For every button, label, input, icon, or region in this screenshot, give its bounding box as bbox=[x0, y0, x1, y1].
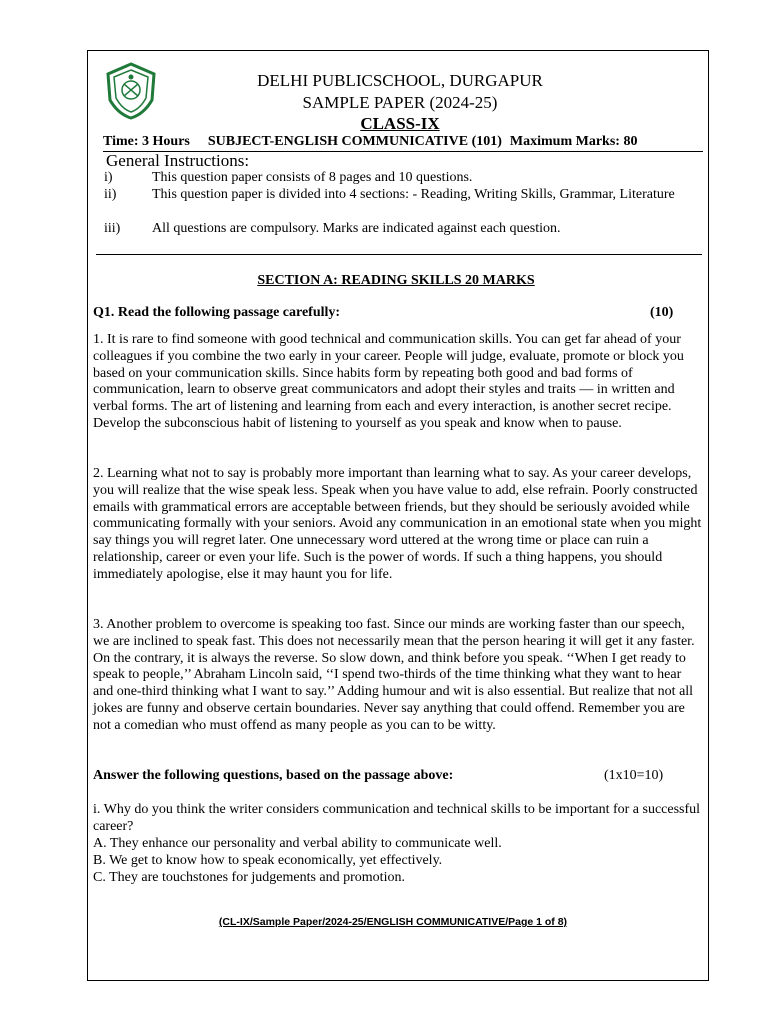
instruction-text: This question paper is divided into 4 sections: - Reading, Writing Skills, Grammar, Literature bbox=[152, 187, 675, 202]
instruction-number: iii) bbox=[104, 221, 121, 236]
option-b: B. We get to know how to speak economically, yet effectively. bbox=[93, 853, 443, 868]
question-text: i. Why do you think the writer considers communication and technical skills to be important for a successful career? bbox=[93, 802, 701, 834]
instruction-number: ii) bbox=[104, 187, 117, 202]
passage-paragraph-1: 1. It is rare to find someone with good technical and communication skills. You can get far ahead of your colleagues if you combine the two early in your career. People will judge, evaluate, promote or block you based on your communication skills. Since habits form by repeating both good and bad forms of communication, learn to observe great communicators and adopt their styles and traits — in written and verbal forms. The art of listening and learning from each and every interaction, is another secret recipe. Develop the subconscious habit of listening to yourself as you speak and know when to pause. bbox=[93, 332, 684, 431]
class-title: CLASS-IX bbox=[360, 114, 440, 133]
school-name: DELHI PUBLICSCHOOL, DURGAPUR bbox=[257, 71, 543, 90]
instruction-text: All questions are compulsory. Marks are indicated against each question. bbox=[152, 221, 561, 236]
option-c: C. They are touchstones for judgements and promotion. bbox=[93, 870, 405, 885]
time-label: Time: 3 Hours bbox=[103, 134, 190, 149]
question-1-label: Q1. Read the following passage carefully: bbox=[93, 305, 341, 320]
paper-info-row bbox=[103, 134, 703, 152]
passage-paragraph-2: 2. Learning what not to say is probably more important than learning what to say. As your career develops, you will realize that the wise speak less. Speak when you have value to add, else refrain. Poorly constructed emails with grammatical errors are acceptable between friends, but they should be seriously avoided while communicating formally with your seniors. Avoid any communication in an emotional state when you might say things you will regret later. One unnecessary word uttered at the wrong time or place can ruin a relationship, career or even your life. Such is the power of words. If such a thing happens, you should immediately apologise, else it may haunt you for life. bbox=[93, 466, 702, 582]
paper-title: SAMPLE PAPER (2024-25) bbox=[302, 93, 498, 112]
page-footer: (CL-IX/Sample Paper/2024-25/ENGLISH COMMUNICATIVE/Page 1 of 8) bbox=[218, 916, 568, 928]
divider bbox=[96, 254, 702, 255]
instruction-number: i) bbox=[104, 170, 113, 185]
max-marks-label: Maximum Marks: 80 bbox=[509, 134, 638, 149]
question-1-marks: (10) bbox=[650, 305, 674, 320]
instructions-title: General Instructions: bbox=[106, 151, 250, 170]
instruction-text: This question paper consists of 8 pages and 10 questions. bbox=[152, 170, 473, 185]
section-title: SECTION A: READING SKILLS 20 MARKS bbox=[257, 273, 535, 288]
option-a: A. They enhance our personality and verbal ability to communicate well. bbox=[93, 836, 502, 851]
answer-instruction: Answer the following questions, based on the passage above: bbox=[93, 768, 454, 783]
answer-marks: (1x10=10) bbox=[604, 768, 664, 783]
passage-paragraph-3: 3. Another problem to overcome is speaking too fast. Since our minds are working faster than our speech, we are inclined to speak fast. This does not necessarily mean that the person hearing it will get it any faster. On the contrary, it is always the reverse. So slow down, and think before you speak. ‘‘When I get ready to speak to people,’’ Abraham Lincoln said, ‘‘I spend two-thirds of the time thinking what they want to hear and one-third thinking what I want to say.’’ Adding humour and wit is also essential. But realize that not all jokes are funny and observe certain boundaries. Never say anything that could offend. Remember you are not a comedian who must offend as many people as you can to be witty. bbox=[93, 617, 695, 733]
subject-label: SUBJECT-ENGLISH COMMUNICATIVE (101) bbox=[207, 134, 502, 149]
